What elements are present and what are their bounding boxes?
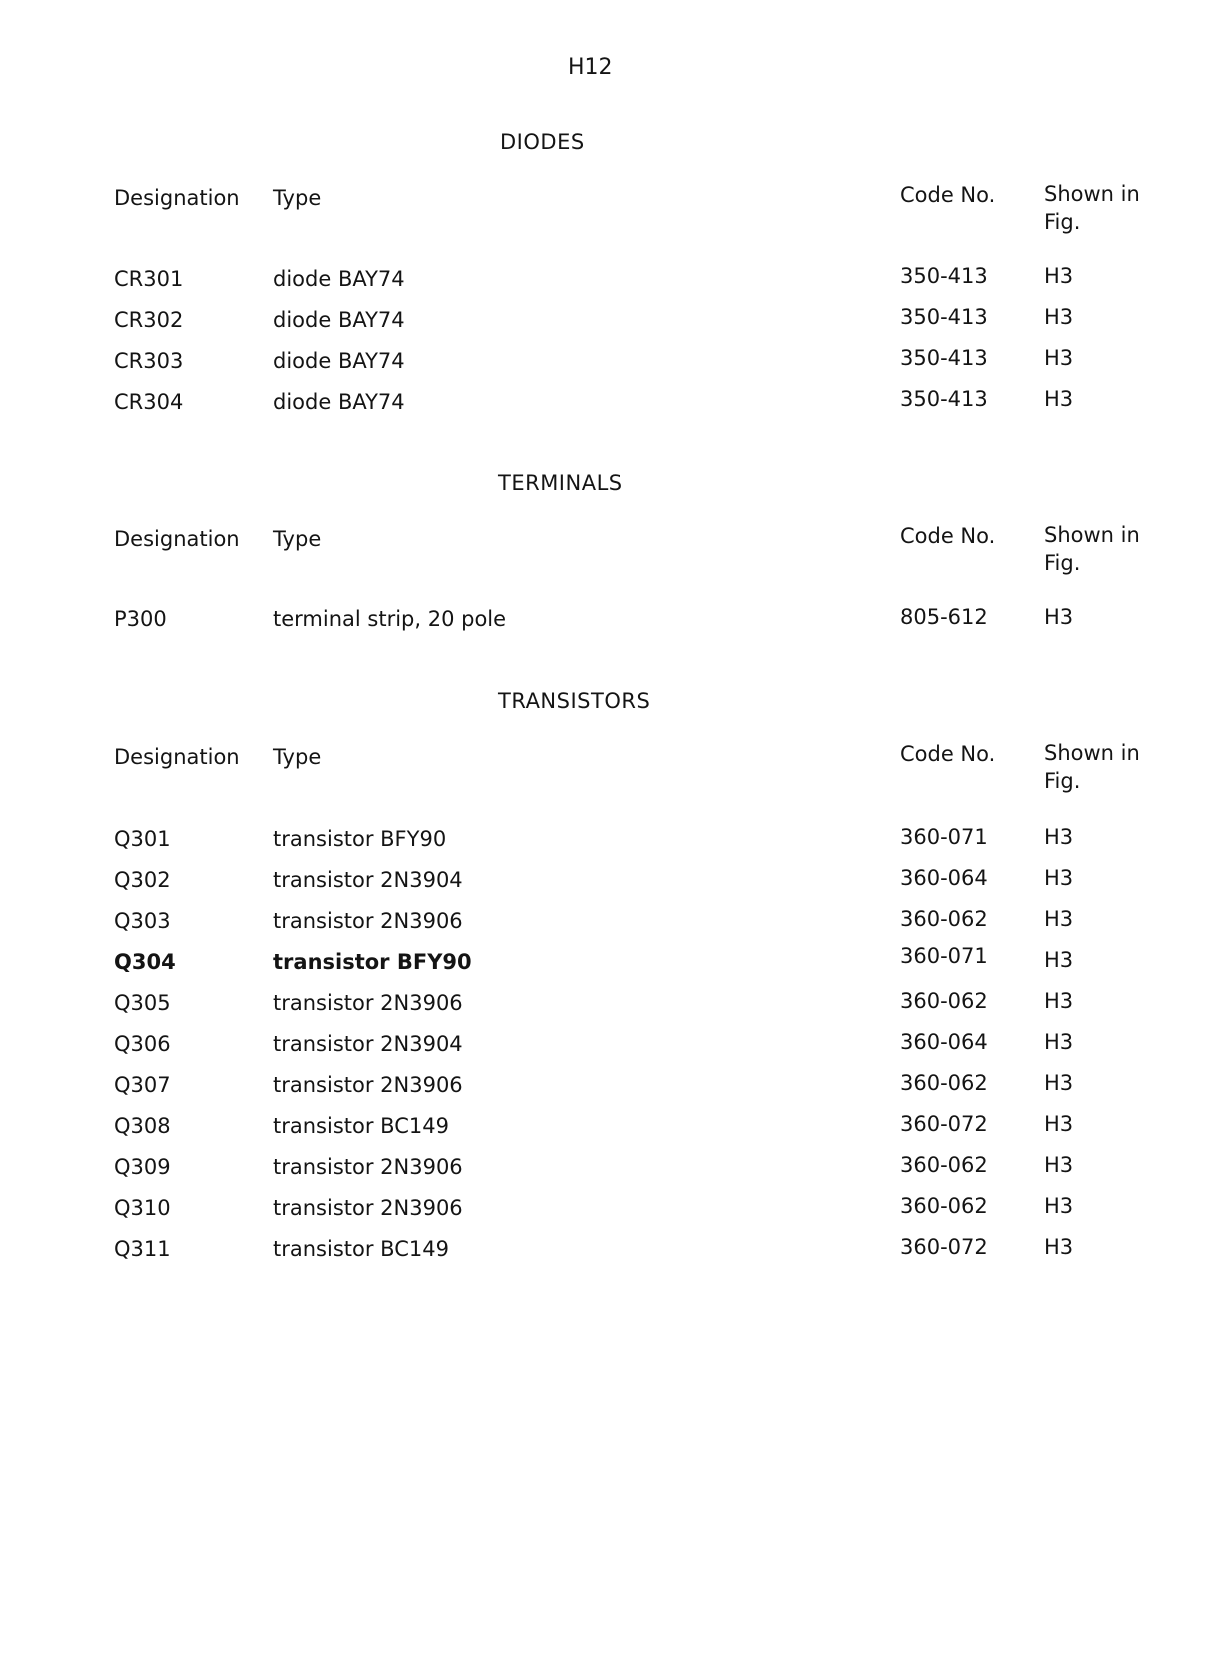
- transistors-header-shown-in: Shown in: [1044, 741, 1140, 765]
- code-cell: 350-413: [900, 305, 988, 329]
- designation-cell: Q302: [114, 868, 171, 892]
- transistors-header-designation: Designation: [114, 745, 240, 769]
- diodes-header-fig: Fig.: [1044, 210, 1081, 234]
- diodes-header-designation: Designation: [114, 186, 240, 210]
- fig-cell: H3: [1044, 305, 1074, 329]
- section-title-transistors: TRANSISTORS: [498, 689, 651, 713]
- designation-cell: Q311: [114, 1237, 171, 1261]
- fig-cell: H3: [1044, 1030, 1074, 1054]
- designation-cell: CR302: [114, 308, 184, 332]
- transistors-header-shown-in-fig: [1044, 739, 1140, 795]
- fig-cell: H3: [1044, 1153, 1074, 1177]
- fig-cell: H3: [1044, 866, 1074, 890]
- type-cell: diode BAY74: [273, 308, 405, 332]
- diodes-header-type: Type: [273, 186, 322, 210]
- diodes-header-code-no: Code No.: [900, 183, 996, 207]
- designation-cell: P300: [114, 607, 167, 631]
- designation-cell: Q301: [114, 827, 171, 851]
- type-cell: transistor 2N3906: [273, 1196, 463, 1220]
- type-cell: transistor 2N3904: [273, 1032, 463, 1056]
- fig-cell: H3: [1044, 989, 1074, 1013]
- fig-cell: H3: [1044, 387, 1074, 411]
- terminals-header-shown-in-fig: [1044, 521, 1140, 577]
- fig-cell: H3: [1044, 605, 1074, 629]
- type-cell: diode BAY74: [273, 390, 405, 414]
- code-cell: 350-413: [900, 346, 988, 370]
- fig-cell: H3: [1044, 1071, 1074, 1095]
- type-cell: diode BAY74: [273, 349, 405, 373]
- designation-cell: Q304: [114, 950, 176, 974]
- fig-cell: H3: [1044, 825, 1074, 849]
- designation-cell: CR304: [114, 390, 184, 414]
- code-cell: 360-064: [900, 1030, 988, 1054]
- code-cell: 360-062: [900, 1153, 988, 1177]
- fig-cell: H3: [1044, 907, 1074, 931]
- designation-cell: Q307: [114, 1073, 171, 1097]
- code-cell: 350-413: [900, 264, 988, 288]
- code-cell: 360-062: [900, 989, 988, 1013]
- code-cell: 360-072: [900, 1235, 988, 1259]
- code-cell: 360-062: [900, 1071, 988, 1095]
- page-number: H12: [568, 55, 613, 80]
- fig-cell: H3: [1044, 1112, 1074, 1136]
- designation-cell: CR301: [114, 267, 184, 291]
- designation-cell: Q305: [114, 991, 171, 1015]
- code-cell: 360-062: [900, 1194, 988, 1218]
- fig-cell: H3: [1044, 1194, 1074, 1218]
- section-title-terminals: TERMINALS: [498, 471, 623, 495]
- fig-cell: H3: [1044, 948, 1074, 972]
- type-cell: transistor BC149: [273, 1237, 449, 1261]
- designation-cell: Q306: [114, 1032, 171, 1056]
- designation-cell: Q310: [114, 1196, 171, 1220]
- type-cell: transistor BFY90: [273, 827, 447, 851]
- code-cell: 360-072: [900, 1112, 988, 1136]
- type-cell: terminal strip, 20 pole: [273, 607, 507, 631]
- designation-cell: CR303: [114, 349, 184, 373]
- designation-cell: Q308: [114, 1114, 171, 1138]
- code-cell: 360-071: [900, 825, 988, 849]
- terminals-header-type: Type: [273, 527, 322, 551]
- fig-cell: H3: [1044, 346, 1074, 370]
- terminals-header-designation: Designation: [114, 527, 240, 551]
- type-cell: transistor BFY90: [273, 950, 472, 974]
- terminals-header-shown-in: Shown in: [1044, 523, 1140, 547]
- type-cell: transistor 2N3906: [273, 909, 463, 933]
- type-cell: diode BAY74: [273, 267, 405, 291]
- type-cell: transistor 2N3904: [273, 868, 463, 892]
- type-cell: transistor 2N3906: [273, 991, 463, 1015]
- code-cell: 360-062: [900, 907, 988, 931]
- terminals-header-fig: Fig.: [1044, 551, 1081, 575]
- transistors-header-fig: Fig.: [1044, 769, 1081, 793]
- type-cell: transistor 2N3906: [273, 1155, 463, 1179]
- designation-cell: Q309: [114, 1155, 171, 1179]
- code-cell: 350-413: [900, 387, 988, 411]
- code-cell: 360-071: [900, 944, 988, 968]
- diodes-header-shown-in-fig: [1044, 180, 1140, 236]
- terminals-header-code-no: Code No.: [900, 524, 996, 548]
- fig-cell: H3: [1044, 1235, 1074, 1259]
- section-title-diodes: DIODES: [500, 130, 585, 154]
- code-cell: 360-064: [900, 866, 988, 890]
- type-cell: transistor 2N3906: [273, 1073, 463, 1097]
- code-cell: 805-612: [900, 605, 988, 629]
- diodes-header-shown-in: Shown in: [1044, 182, 1140, 206]
- type-cell: transistor BC149: [273, 1114, 449, 1138]
- designation-cell: Q303: [114, 909, 171, 933]
- transistors-header-code-no: Code No.: [900, 742, 996, 766]
- fig-cell: H3: [1044, 264, 1074, 288]
- transistors-header-type: Type: [273, 745, 322, 769]
